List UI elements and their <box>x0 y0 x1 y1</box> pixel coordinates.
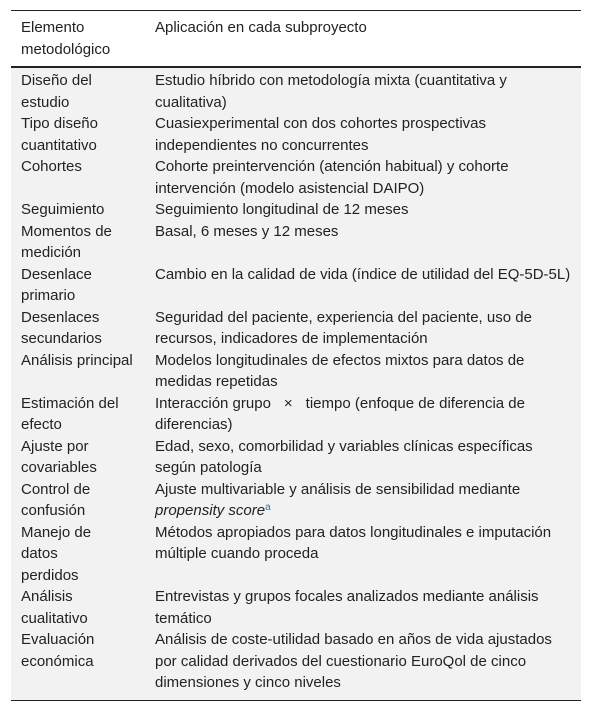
row-element: Estimación del efecto <box>21 394 119 433</box>
confusion-text: Ajuste multivariable y análisis de sensibilidad mediante <box>155 480 521 498</box>
row-element: Desenlaces secundarios <box>21 308 102 347</box>
row-element: Ajuste por covariables <box>21 437 97 476</box>
row-application: Entrevistas y grupos focales analizados mediante análisis temático <box>155 588 539 627</box>
table-row <box>11 436 581 479</box>
row-application <box>145 479 581 522</box>
row-application: Estudio híbrido con metodología mixta (cuantitativa y cualitativa) <box>155 72 507 111</box>
row-element: Diseño del estudio <box>21 72 92 111</box>
row-element: Control de confusión <box>21 480 91 519</box>
header-row <box>11 11 581 68</box>
row-application: Cuasiexperimental con dos cohortes prospectivas independientes no concurrentes <box>155 115 487 154</box>
row-application: Análisis de coste-utilidad basado en años de vida ajustados por calidad derivados del cuestionario EuroQol de cinco dimensiones y cinco niveles <box>155 631 552 691</box>
table-row <box>11 522 581 587</box>
row-application <box>145 393 581 436</box>
row-application: Métodos apropiados para datos longitudinales e imputación múltiple cuando proceda <box>155 523 552 562</box>
effect-text-pre: Interacción grupo <box>155 394 271 412</box>
table-row <box>11 350 581 393</box>
row-application: Seguridad del paciente, experiencia del paciente, uso de recursos, indicadores de implementación <box>155 308 532 347</box>
row-application: Cohorte preintervención (atención habitual) y cohorte intervención (modelo asistencial DAIPO) <box>155 158 509 197</box>
row-application: Modelos longitudinales de efectos mixtos para datos de medidas repetidas <box>155 351 525 390</box>
row-application: Basal, 6 meses y 12 meses <box>155 222 339 240</box>
row-element: Cohortes <box>21 158 82 175</box>
table-header <box>11 11 581 68</box>
footnote-link-a[interactable]: a <box>265 502 271 513</box>
row-element: Manejo de datos perdidos <box>21 523 92 584</box>
propensity-score-term: propensity score <box>155 502 266 519</box>
row-element: Momentos de medición <box>21 222 112 261</box>
effect-text-post: tiempo (enfoque de diferencia de diferencias) <box>155 394 525 433</box>
table-row <box>11 479 581 522</box>
table-row <box>11 221 581 264</box>
row-application: Seguimiento longitudinal de 12 meses <box>155 201 409 218</box>
header-methodological-element: Elemento metodológico <box>21 19 111 58</box>
row-application: Cambio en la calidad de vida (índice de utilidad del EQ-5D-5L) <box>155 265 571 283</box>
table-row <box>11 586 581 629</box>
methodology-table-container <box>11 10 581 701</box>
row-application: Edad, sexo, comorbilidad y variables clínicas específicas según patología <box>155 437 533 476</box>
row-element: Desenlace primario <box>21 265 92 304</box>
table-row <box>11 393 581 436</box>
row-element: Evaluación económica <box>21 631 95 670</box>
table-row <box>11 307 581 350</box>
table-body <box>11 67 581 700</box>
header-application: Aplicación en cada subproyecto <box>155 19 367 36</box>
table-row <box>11 629 581 700</box>
table-row <box>11 67 581 113</box>
methodology-table <box>11 10 581 701</box>
table-row <box>11 113 581 156</box>
multiplication-sign: × <box>283 394 293 412</box>
row-element: Análisis principal <box>21 351 133 369</box>
table-row <box>11 156 581 199</box>
row-element: Tipo diseño cuantitativo <box>21 115 98 154</box>
row-element: Seguimiento <box>21 201 105 218</box>
row-element: Análisis cualitativo <box>21 588 88 627</box>
table-row <box>11 199 581 221</box>
table-row <box>11 264 581 307</box>
